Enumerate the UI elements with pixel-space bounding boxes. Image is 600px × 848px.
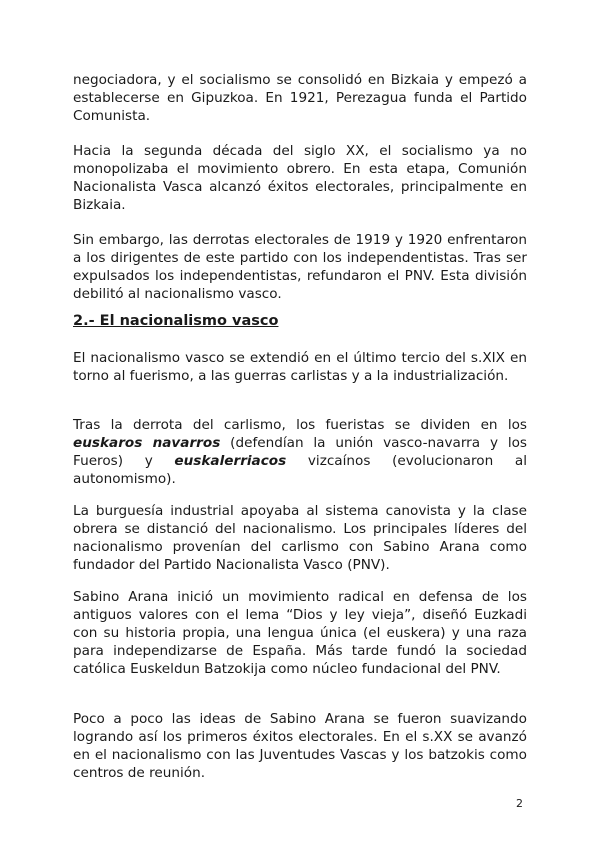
text-run: vizcaínos (evolucionaron al autonomismo).: [73, 453, 528, 487]
term-euskaros-navarros: euskaros navarros: [73, 435, 221, 451]
paragraph-socialism-decade: Hacia la segunda década del siglo XX, el socialismo ya no monopolizaba el movimiento obrero. En esta etapa, Comunión Nacionalista Vasca alcanzó éxitos electorales, principalmente en Bizkaia.: [73, 143, 527, 213]
section-heading: 2.- El nacionalismo vasco: [73, 313, 279, 329]
text-run: (defendían la unión vasco-navarra y los Fueros) y: [73, 435, 527, 469]
paragraph-socialism-consolidation: negociadora, y el socialismo se consolidó en Bizkaia y empezó a establecerse en Gipuzkoa. En 1921, Perezagua funda el Partido Comunista.: [73, 72, 527, 124]
page-number: 2: [516, 797, 523, 810]
paragraph-industrial-bourgeoisie: La burguesía industrial apoyaba al sistema canovista y la clase obrera se distanció del nacionalismo. Los principales líderes del nacionalismo provenían del carlismo con Sabino Arana como fundador del Partido Nacionalista Vasco (PNV).: [73, 503, 527, 573]
paragraph-sabino-arana: Sabino Arana inició un movimiento radical en defensa de los antiguos valores con el lema “Dios y ley vieja”, diseñó Euzkadi con su historia propia, una lengua única (el euskera) y una raza para independizarse de España. Más tarde fundó la sociedad católica Euskeldun Batzokija como núcleo fundacional del PNV.: [73, 589, 527, 677]
term-euskalerriacos: euskalerriacos: [174, 453, 287, 469]
paragraph-electoral-defeats: Sin embargo, las derrotas electorales de 1919 y 1920 enfrentaron a los dirigentes de este partido con los independentistas. Tras ser expulsados los independentistas, refundaron el PNV. Esta división debilitó al nacionalismo vasco.: [73, 232, 527, 302]
paragraph-electoral-success: Poco a poco las ideas de Sabino Arana se fueron suavizando logrando así los primeros éxitos electorales. En el s.XX se avanzó en el nacionalismo con las Juventudes Vascas y los batzokis como centros de reunión.: [73, 711, 527, 781]
paragraph-fuerists-division: [73, 416, 527, 488]
paragraph-nationalism-origin: El nacionalismo vasco se extendió en el último tercio del s.XIX en torno al fuerismo, a las guerras carlistas y a la industrialización.: [73, 350, 527, 384]
text-run: Tras la derrota del carlismo, los fueristas se dividen en los: [73, 417, 527, 433]
